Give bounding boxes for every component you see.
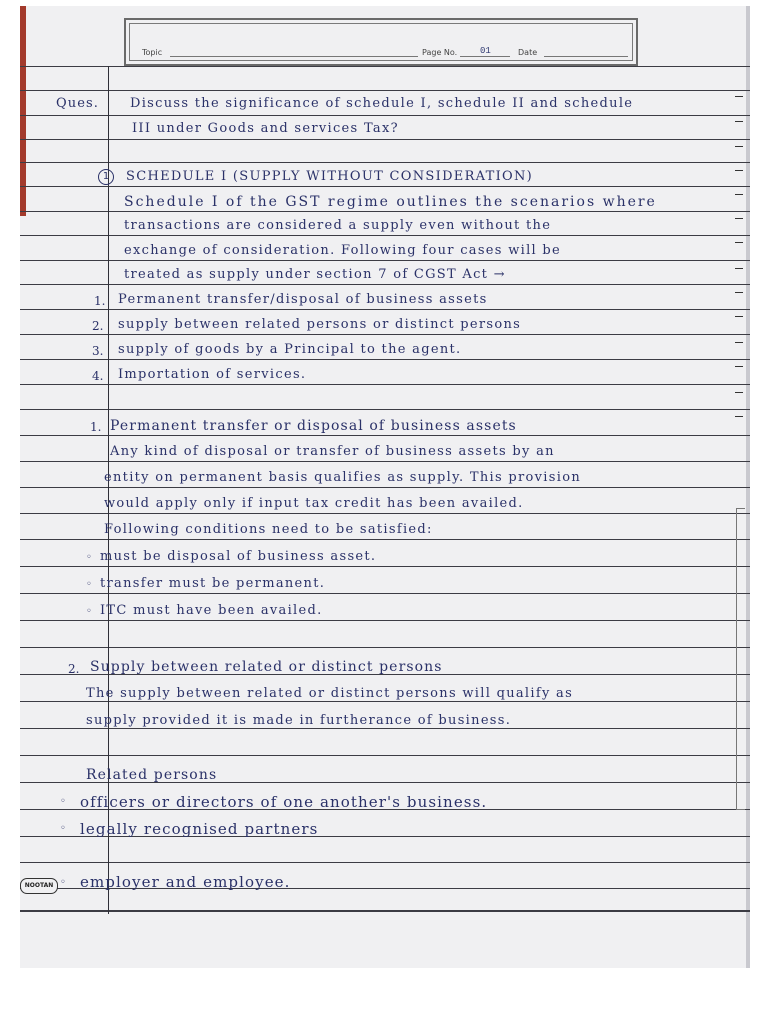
list-marker: 3. <box>92 344 104 358</box>
list-item: supply between related persons or distinct persons <box>118 317 522 332</box>
page-no-field-line <box>460 56 510 57</box>
page-header-box <box>124 18 638 66</box>
section-1-bullet: must be disposal of business asset. <box>100 549 377 564</box>
related-persons-bullet: legally recognised partners <box>80 820 319 838</box>
schedule-intro-line-1: Schedule I of the GST regime outlines the scenarios where <box>124 194 657 210</box>
related-persons-bullet: officers or directors of one another's business. <box>80 793 488 811</box>
list-item: supply of goods by a Principal to the agent. <box>118 342 462 357</box>
list-item: Permanent transfer/disposal of business assets <box>118 292 488 307</box>
notebook-page <box>20 6 750 968</box>
question-line-1: Discuss the significance of schedule I, schedule II and schedule <box>130 96 634 111</box>
bullet-dot: ◦ <box>60 877 66 888</box>
section-2-marker: 2. <box>68 662 80 676</box>
list-marker: 2. <box>92 319 104 333</box>
brand-logo: NOOTAN <box>20 878 58 894</box>
section-1-line-3: would apply only if input tax credit has been availed. <box>104 496 524 511</box>
schedule-heading: SCHEDULE I (SUPPLY WITHOUT CONSIDERATION) <box>126 169 534 184</box>
section-1-bullet: transfer must be permanent. <box>100 576 326 591</box>
section-1-line-1: Any kind of disposal or transfer of business assets by an <box>110 444 555 459</box>
topic-label: Topic <box>142 48 163 57</box>
bullet-dot: ◦ <box>60 796 66 807</box>
related-persons-bullet: employer and employee. <box>80 873 291 891</box>
list-marker: 1. <box>94 294 106 308</box>
list-item: Importation of services. <box>118 367 307 382</box>
section-1-bullet: ITC must have been availed. <box>100 603 323 618</box>
bullet-dot: ◦ <box>60 823 66 834</box>
section-2-line-1: The supply between related or distinct persons will qualify as <box>86 686 574 701</box>
topic-field-line <box>170 56 418 57</box>
section-1-line-2: entity on permanent basis qualifies as supply. This provision <box>104 470 581 485</box>
section-1-marker: 1. <box>90 420 102 434</box>
date-label: Date <box>518 48 538 57</box>
schedule-intro-line-2: transactions are considered a supply even without the <box>124 218 552 233</box>
bottom-rule <box>20 910 750 912</box>
page-edge-bracket <box>736 508 745 810</box>
section-1-line-4: Following conditions need to be satisfied: <box>104 522 433 537</box>
bullet-dot: ◦ <box>86 552 92 563</box>
page-edge-red <box>20 6 26 216</box>
page-no-value: 01 <box>480 46 491 56</box>
list-marker: 4. <box>92 369 104 383</box>
bullet-dot: ◦ <box>86 606 92 617</box>
related-persons-heading: Related persons <box>86 767 218 783</box>
date-field-line <box>544 56 628 57</box>
bullet-dot: ◦ <box>86 579 92 590</box>
section-2-heading: Supply between related or distinct persons <box>90 659 443 675</box>
margin-line <box>108 66 109 914</box>
schedule-intro-line-4: treated as supply under section 7 of CGST Act → <box>124 267 506 282</box>
question-line-2: III under Goods and services Tax? <box>132 121 399 136</box>
section-1-heading: Permanent transfer or disposal of business assets <box>110 418 517 434</box>
schedule-intro-line-3: exchange of consideration. Following four cases will be <box>124 243 562 258</box>
section-2-line-2: supply provided it is made in furtherance of business. <box>86 713 512 728</box>
page-no-label: Page No. <box>422 48 458 57</box>
schedule-number-circle: 1 <box>98 169 114 185</box>
question-label: Ques. <box>56 96 100 111</box>
